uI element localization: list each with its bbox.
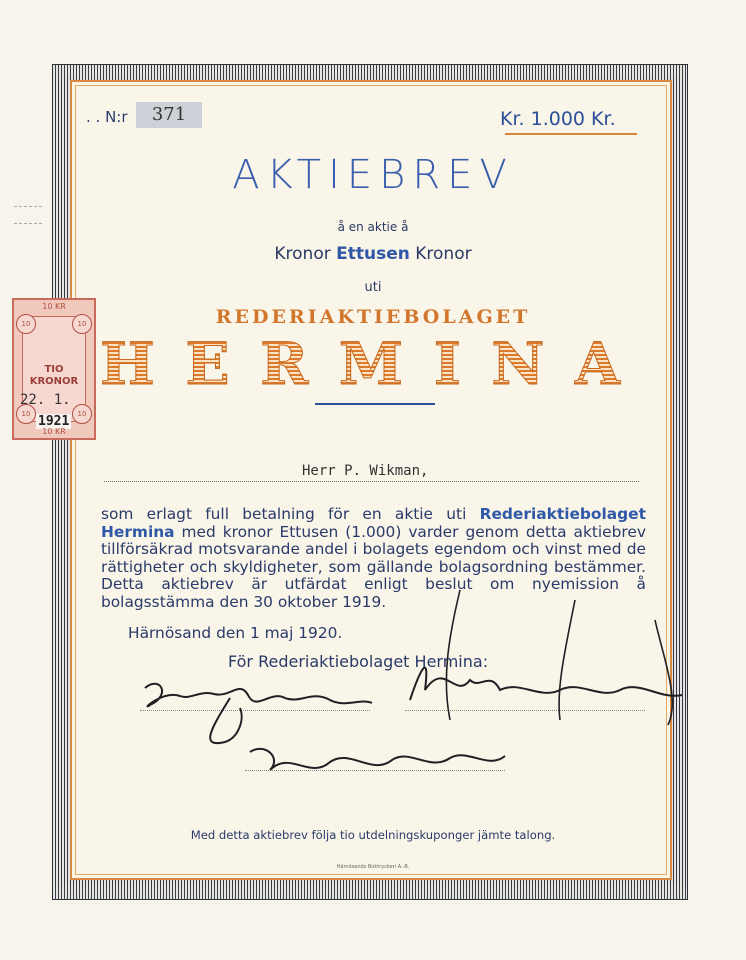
body-company-name: Rederiaktiebolaget Hermina	[101, 505, 646, 541]
printer-imprint: Härnösands Boktryckeri A.-B.	[336, 864, 410, 870]
company-line: REDERIAKTIEBOLAGET	[215, 306, 531, 328]
kronor-prefix: Kronor	[274, 244, 331, 264]
footer-note: Med detta aktiebrev följa tio utdelningskuponger jämte talong.	[190, 828, 556, 842]
inner-orange-rule	[75, 85, 667, 875]
company-name-letter: I	[433, 330, 461, 398]
company-name-letter: N	[491, 330, 545, 398]
amount-underline	[505, 133, 637, 135]
for-company-line: För Rederiaktiebolaget Hermina:	[228, 652, 489, 671]
stamp-currency: KRONOR	[29, 376, 79, 387]
stamp-value-word: TIO	[44, 364, 64, 375]
number-label: . . N:r	[86, 108, 128, 126]
tax-stamp	[12, 298, 96, 440]
share-subtitle: å en aktie å	[337, 220, 409, 234]
kronor-suffix: Kronor	[415, 244, 472, 264]
holder-name: Herr P. Wikman,	[302, 463, 429, 479]
company-name-letter: E	[185, 330, 230, 398]
stamp-bottom-text: 10 KR	[42, 427, 66, 436]
company-name-letter: H	[100, 330, 155, 398]
binding-mark	[14, 206, 42, 224]
stamp-corner-bottom-right: 10	[72, 404, 92, 424]
company-name	[100, 330, 620, 398]
holder-dotted-line	[104, 481, 639, 482]
uti-word: uti	[364, 280, 382, 295]
body-paragraph: som erlagt full betalning för en aktie uti Rederiaktiebolaget Hermina med kronor Ettusen (1.000) varder genom detta aktiebrev tillförsäkrad motsvarande andel i bolagets egendom och vinst med de rättigheter och skyldigheter, som gällande bolagsordning bestämmer. Detta aktiebrev är utfärdat enligt beslut om nyemission å bolagsstämma den 30 oktober 1919.	[101, 505, 646, 611]
title-divider	[315, 403, 435, 405]
signature-line-1	[140, 710, 370, 711]
top-border-band	[52, 64, 688, 78]
stamp-cancel-year: 1921	[38, 414, 70, 429]
stamp-corner-top-left: 10	[16, 314, 36, 334]
kronor-line	[0, 244, 746, 264]
signature-line-2	[405, 710, 645, 711]
company-name-letter: M	[338, 330, 404, 398]
stamp-corner-bottom-left: 10	[16, 404, 36, 424]
stamp-top-text: 10 KR	[42, 302, 66, 311]
certificate-number: 371	[136, 102, 202, 128]
share-amount: Kr. 1.000 Kr.	[500, 108, 616, 130]
stamp-cancel-date: 22. 1.	[20, 392, 71, 408]
company-name-letter: A	[574, 330, 620, 398]
bottom-border-band	[52, 886, 688, 900]
document-title: AKTIEBREV	[232, 152, 514, 198]
signature-line-3	[245, 770, 505, 771]
company-name-letter: R	[260, 330, 309, 398]
kronor-word: Ettusen	[336, 244, 410, 264]
place-date: Härnösand den 1 maj 1920.	[128, 624, 343, 642]
stamp-corner-top-right: 10	[72, 314, 92, 334]
